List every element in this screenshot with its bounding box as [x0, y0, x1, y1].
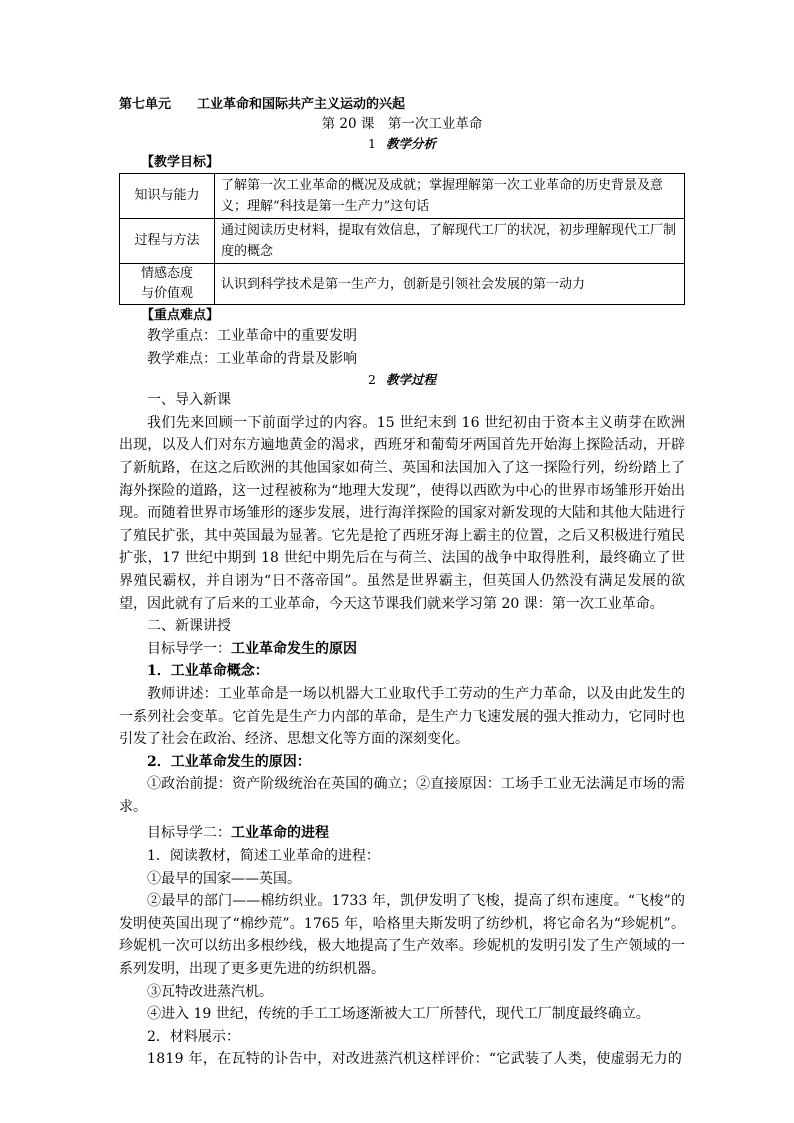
- goal-value: 认识到科学技术是第一生产力，创新是引领社会发展的第一动力: [215, 264, 685, 305]
- document-page: [119, 96, 685, 1071]
- goals-heading: 【教学目标】: [141, 155, 220, 170]
- goals-table: [119, 173, 685, 305]
- goal2-heading: [119, 822, 685, 845]
- item2-label: 2．工业革命发生的原因：: [147, 753, 311, 770]
- difficult-point: 教学难点：工业革命的背景及影响: [147, 350, 357, 367]
- goal-key-line: 与价值观: [140, 286, 193, 301]
- item2-paragraph: ①政治前提：资产阶级统治在英国的确立；②直接原因：工场手工业无法满足市场的需求。: [119, 776, 685, 815]
- part1-title: 一、导入新课: [147, 392, 231, 409]
- section-number: 1: [368, 136, 376, 151]
- goal-key: 知识与能力: [120, 174, 215, 219]
- lesson-title: 第 20 课 第一次工业革命: [321, 116, 483, 132]
- table-row: [120, 174, 685, 219]
- goal-key-line: 情感态度: [140, 266, 193, 281]
- goal-prefix: 目标导学一：: [147, 640, 231, 657]
- item1-paragraph: 教师讲述：工业革命是一场以机器大工业取代手工劳动的生产力革命，以及由此发生的一系列社会变革。它首先是生产力内部的革命，是生产力飞速发展的强大推动力，它同时也引发了社会在政治、经济、思想文化等方面的深刻变化。: [119, 685, 685, 748]
- goal1-heading: [119, 638, 685, 661]
- item3-label: 1．阅读教材，简述工业革命的进程：: [147, 848, 380, 865]
- material-quote: 1819 年，在瓦特的讣告中，对改进蒸汽机这样评价：“它武装了人类，使虚弱无力的: [147, 1051, 683, 1068]
- goal-value: 了解第一次工业革命的概况及成就；掌握理解第一次工业革命的历史背景及意义；理解“科技是第一生产力”这句话: [215, 174, 685, 219]
- part2-title: 二、新课讲授: [147, 618, 231, 635]
- section-heading-analysis: [119, 134, 685, 153]
- item1-label: 1．工业革命概念：: [147, 663, 269, 680]
- goal-title: 工业革命的进程: [231, 825, 329, 842]
- key-point: 教学重点：工业革命中的重要发明: [147, 328, 357, 344]
- unit-title: 工业革命和国际共产主义运动的兴起: [197, 97, 406, 112]
- process-step: ④进入 19 世纪，传统的手工工场逐渐被大工厂所替代，现代工厂制度最终确立。: [147, 1006, 650, 1023]
- goal-key: [120, 264, 215, 305]
- goal-prefix: 目标导学二：: [147, 825, 231, 842]
- intro-paragraph: 我们先来回顾一下前面学过的内容。15 世纪末到 16 世纪初由于资本主义萌芽在欧洲出现，以及人们对东方遍地黄金的渴求，西班牙和葡萄牙两国首先开始海上探险活动，开辟了新航路，在这之后欧洲的其他国家如荷兰、英国和法国加入了这一探险行列，纷纷踏上了海外探险的道路，这一过程被称为“地理大发现”，使得以西欧为中心的世界市场雏形开始出现。而随着世界市场雏形的逐步发展，进行海洋探险的国家对新发现的大陆和其他大陆进行了殖民扩张，其中英国最为显著。它先是抢了西班牙海上霸主的位置，之后又积极进行殖民扩张，17 世纪中期到 18 世纪中期先后在与荷兰、法国的战争中取得胜利，最终确立了世界殖民霸权，并自诩为“日不落帝国”。虽然是世界霸主，但英国人仍然没有满足发展的欲望，因此就有了后来的工业革命，今天这节课我们就来学习第 20 课：第一次工业革命。: [119, 414, 685, 612]
- goal-title: 工业革命发生的原因: [231, 640, 357, 657]
- process-step: ②最早的部门——棉纺织业。1733 年，凯伊发明了飞梭，提高了织布速度。“飞梭”的发明使英国出现了“棉纱荒”。1765 年，哈格里夫斯发明了纺纱机，将它命名为“珍妮机”。珍妮机一次可以纺出多根纱线，极大地提高了生产效率。珍妮机的发明引发了生产领域的一系列发明，出现了更多更先进的纺织机器。: [119, 893, 685, 978]
- unit-label: 第七单元: [119, 97, 172, 112]
- goal-value: 通过阅读历史材料，提取有效信息，了解现代工厂的状况，初步理解现代工厂制度的概念: [215, 219, 685, 264]
- section-title: 教学过程: [385, 372, 436, 388]
- key-points-heading: 【重点难点】: [141, 308, 220, 323]
- goal-key: 过程与方法: [120, 219, 215, 264]
- unit-heading: [119, 96, 685, 114]
- section-title: 教学分析: [385, 136, 436, 151]
- process-step: ③瓦特改进蒸汽机。: [147, 983, 273, 1000]
- table-row: [120, 264, 685, 305]
- section-number: 2: [368, 372, 376, 388]
- item4-label: 2．材料展示：: [147, 1028, 240, 1045]
- section-heading-process: [119, 370, 685, 389]
- table-row: [120, 219, 685, 264]
- process-step: ①最早的国家——英国。: [147, 870, 301, 887]
